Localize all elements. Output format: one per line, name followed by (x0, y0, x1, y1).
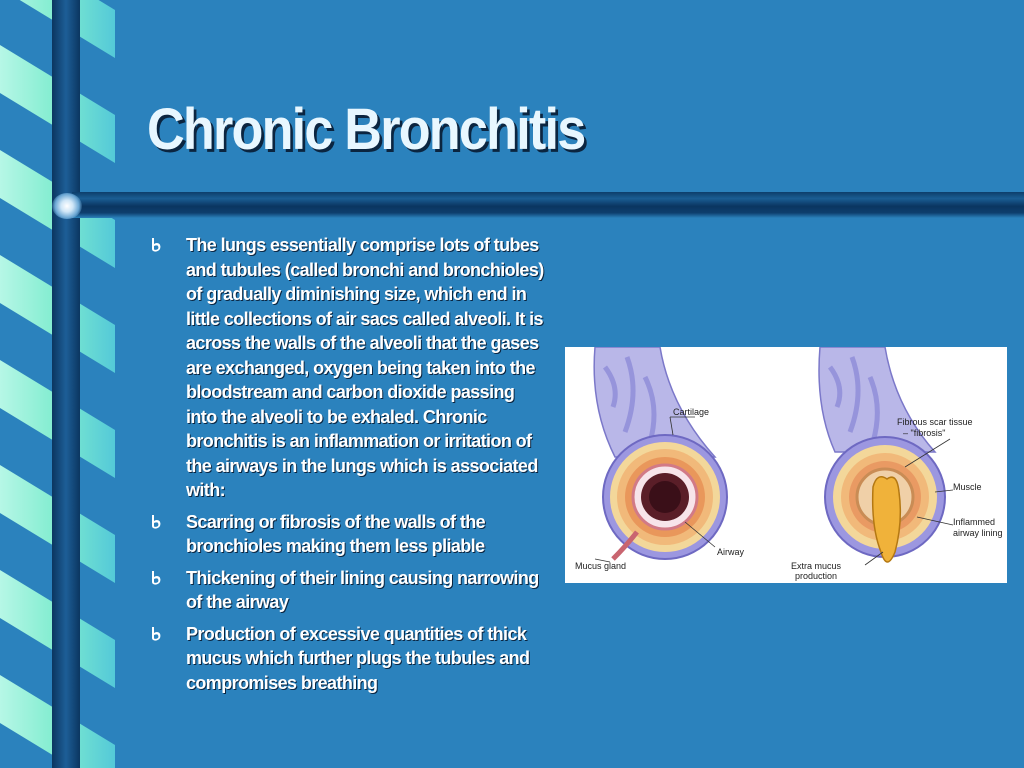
bullet-item (148, 622, 548, 696)
bullet-icon (148, 570, 164, 586)
bullet-icon (148, 626, 164, 642)
label-fibrous-2: – "fibrosis" (903, 428, 946, 438)
healthy-bronchiole-drawing (594, 347, 727, 559)
label-extra-mucus-2: production (795, 571, 838, 581)
bullet-item (148, 233, 548, 503)
divider-knob (52, 193, 82, 219)
decorative-ribbon (0, 0, 115, 768)
bullet-icon (148, 514, 164, 530)
bullet-item (148, 566, 548, 615)
bullet-text: Production of excessive quantities of thick mucus which further plugs the tubules and compromises breathing (186, 623, 530, 693)
bullet-icon (148, 237, 164, 253)
bullet-text: Scarring or fibrosis of the walls of the bronchioles making them less pliable (186, 511, 486, 556)
bronchiole-illustration (565, 347, 1007, 583)
label-inflamed-1: Inflammed (953, 517, 996, 527)
title-divider (72, 192, 1024, 218)
label-muscle: Muscle (953, 482, 982, 492)
label-inflamed-2: airway lining (953, 528, 1003, 538)
label-airway: Airway (717, 547, 745, 557)
bullet-list (148, 233, 548, 702)
bullet-text: Thickening of their lining causing narrowing of the airway (186, 567, 539, 612)
label-mucus-gland: Mucus gland (575, 561, 627, 571)
label-fibrous-1: Fibrous scar tissue (897, 417, 973, 427)
bullet-text: The lungs essentially comprise lots of tubes and tubules (called bronchi and bronchioles) of gradually diminishing size, which end in little collections of air sacs called alveoli. It is across the walls of the alveoli that the gases are exchanged, oxygen being taken into the bloodstream and carbon dioxide passing into the alveoli to be exhaled. Chronic bronchitis is an inflammation or irritation of the airways in the lungs which is associated with: (186, 235, 544, 500)
diseased-bronchiole-drawing (819, 347, 945, 562)
slide-title: Chronic Bronchitis (147, 97, 585, 162)
label-cartilage: Cartilage (673, 407, 710, 417)
label-extra-mucus-1: Extra mucus (791, 561, 842, 571)
bullet-item (148, 510, 548, 559)
